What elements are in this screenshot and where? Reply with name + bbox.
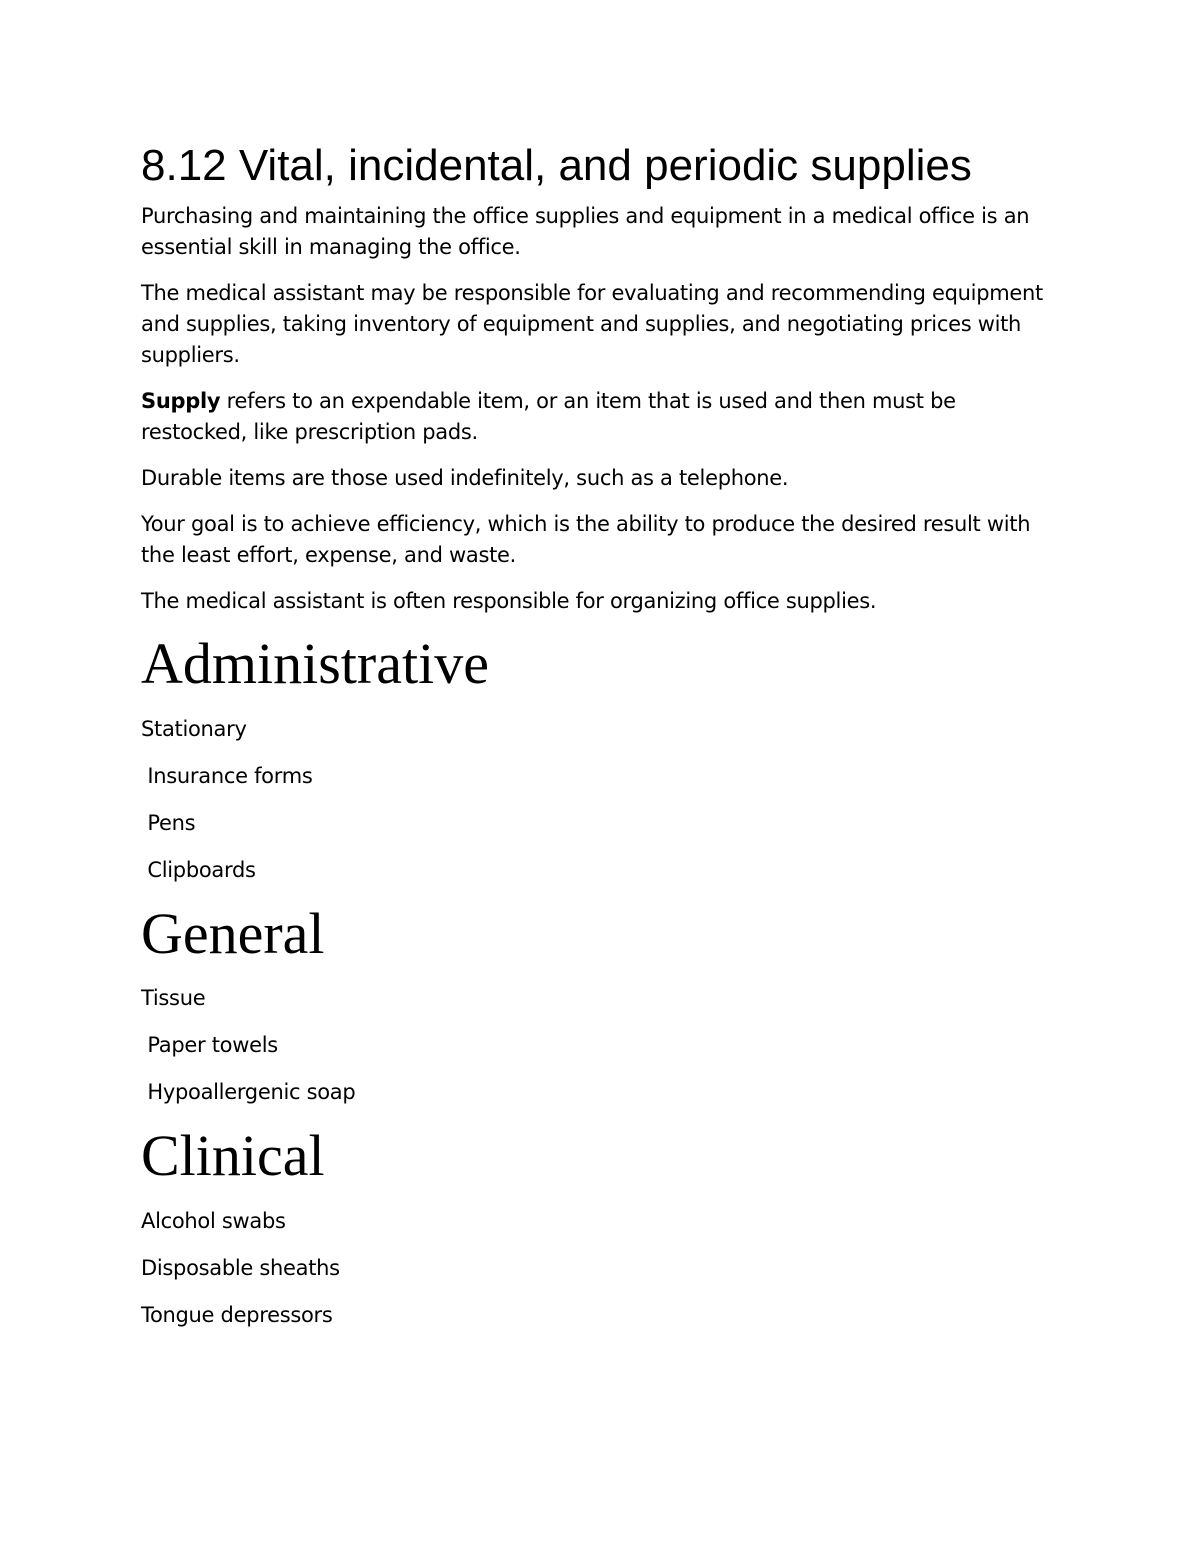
supply-term: Supply [141,388,221,413]
section-heading: Clinical [141,1123,325,1189]
page-title: 8.12 Vital, incidental, and periodic supplies [141,141,972,190]
section-heading: General [141,900,325,966]
list-item: Alcohol swabs [141,1209,286,1234]
supply-definition-paragraph [141,386,1061,448]
list-item: Insurance forms [141,763,313,788]
supply-definition-text: refers to an expendable item, or an item that is used and then must be restocked, like prescription pads. [141,388,956,444]
section-general [141,902,1061,1109]
document-page [141,140,1061,1347]
list-item: Hypoallergenic soap [141,1080,356,1105]
list-item: Paper towels [141,1033,278,1058]
responsibilities-paragraph: The medical assistant may be responsible for evaluating and recommending equipment and supplies, taking inventory of equipment and supplies, and negotiating prices with suppliers. [141,280,1043,367]
section-administrative [141,632,1061,886]
section-clinical [141,1124,1061,1331]
durable-items-paragraph: Durable items are those used indefinitely, such as a telephone. [141,465,789,490]
organizing-paragraph: The medical assistant is often responsible for organizing office supplies. [141,588,877,613]
intro-paragraph: Purchasing and maintaining the office supplies and equipment in a medical office is an essential skill in managing the office. [141,203,1030,259]
list-item: Stationary [141,716,247,741]
list-item: Tissue [141,986,206,1011]
section-heading: Administrative [141,630,489,696]
list-item: Disposable sheaths [141,1256,340,1281]
efficiency-paragraph: Your goal is to achieve efficiency, which is the ability to produce the desired result with the least effort, expense, and waste. [141,511,1031,567]
list-item: Pens [141,810,196,835]
list-item: Tongue depressors [141,1303,333,1328]
list-item: Clipboards [141,857,256,882]
